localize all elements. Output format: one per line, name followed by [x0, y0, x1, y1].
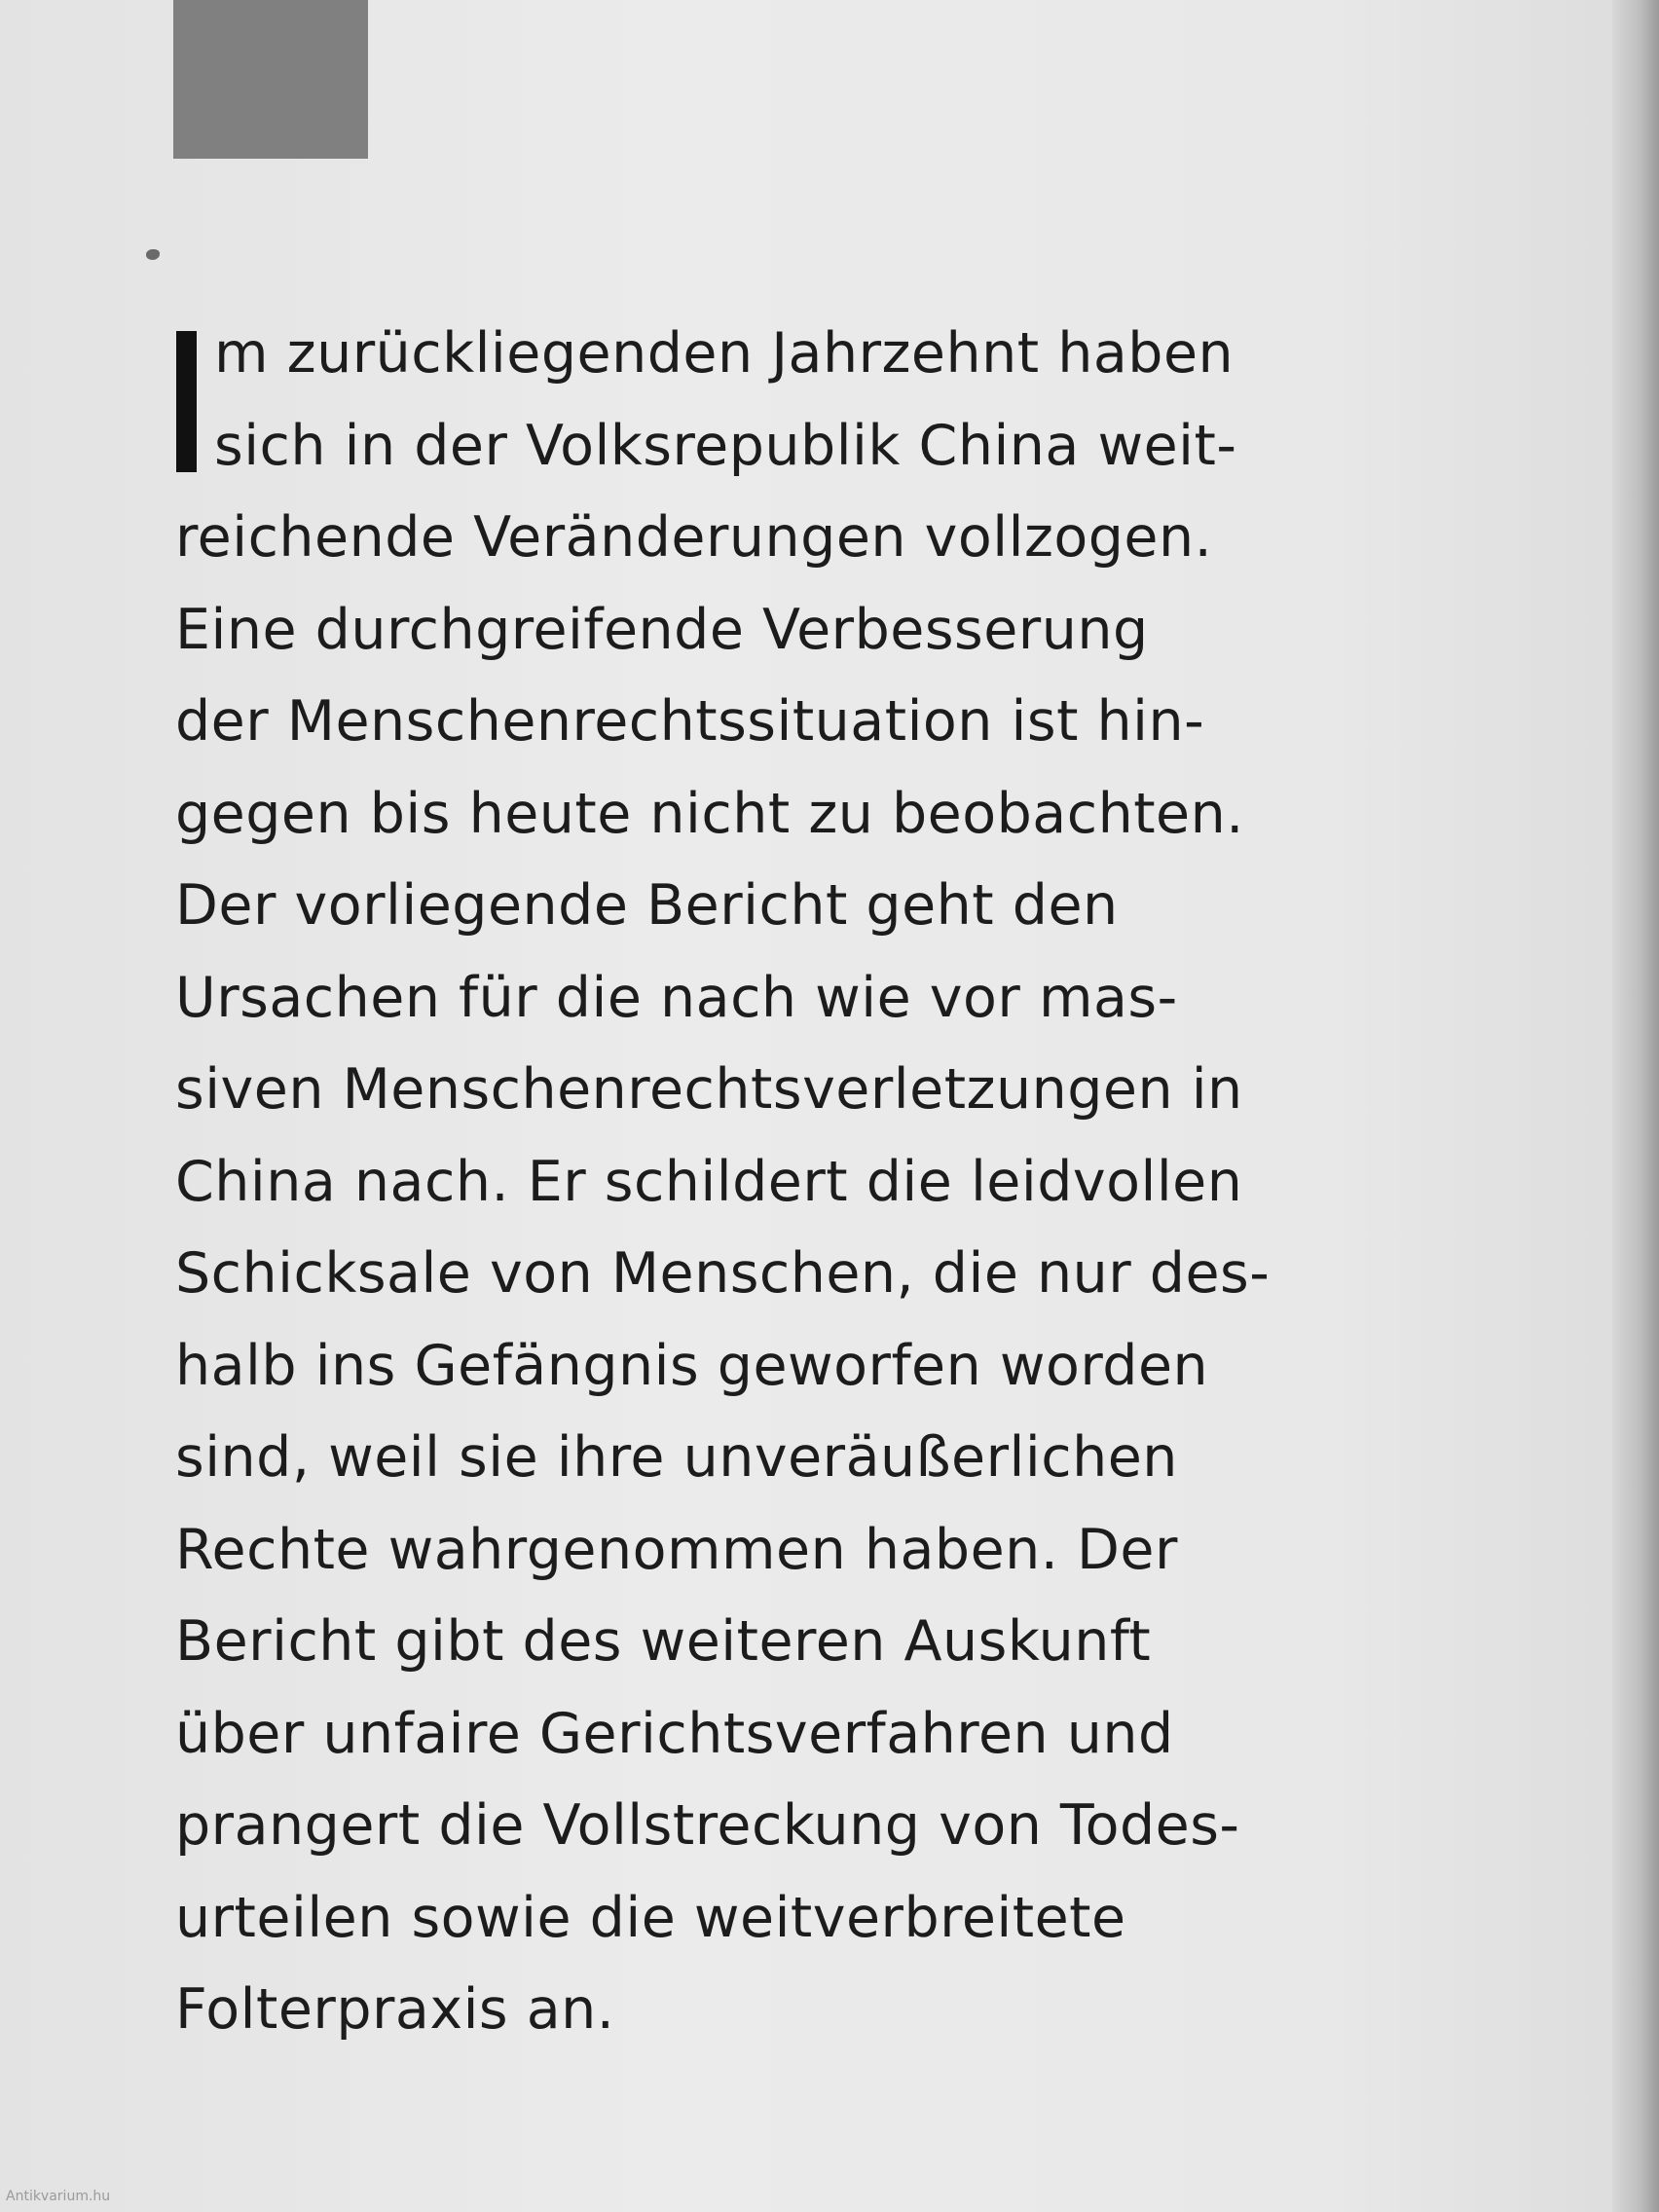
- text-line: gegen bis heute nicht zu beobachten.: [175, 781, 1244, 846]
- text-line: Folterpraxis an.: [175, 1977, 615, 2042]
- text-line: Bericht gibt des weiteren Auskunft: [175, 1609, 1152, 1674]
- text-line: sind, weil sie ihre unveräußerlichen: [175, 1425, 1178, 1490]
- text-line: über unfaire Gerichtsverfahren und: [175, 1701, 1174, 1766]
- decorative-gray-block: [173, 0, 368, 159]
- text-line: sich in der Volksrepublik China weit-: [214, 413, 1237, 478]
- text-line: reichende Veränderungen vollzogen.: [175, 505, 1213, 570]
- text-line: Schicksale von Menschen, die nur des-: [175, 1241, 1271, 1306]
- text-line: China nach. Er schildert die leidvollen: [175, 1149, 1243, 1214]
- text-line: urteilen sowie die weitverbreitete: [175, 1885, 1126, 1950]
- text-line: prangert die Vollstreckung von Todes-: [175, 1793, 1240, 1858]
- text-line: siven Menschenrechtsverletzungen in: [175, 1057, 1243, 1122]
- blurb-text: [175, 308, 1451, 2056]
- watermark: Antikvarium.hu: [6, 2189, 111, 2204]
- text-line: Rechte wahrgenommen haben. Der: [175, 1517, 1178, 1582]
- text-line: m zurückliegenden Jahrzehnt haben: [214, 321, 1235, 386]
- text-line: halb ins Gefängnis geworfen worden: [175, 1333, 1209, 1398]
- page-edge-shadow: [1612, 0, 1659, 2212]
- text-line: Der vorliegende Bericht geht den: [175, 873, 1119, 938]
- text-line: Ursachen für die nach wie vor mas-: [175, 965, 1178, 1030]
- text-line: Eine durchgreifende Verbesserung: [175, 597, 1149, 662]
- text-line: der Menschenrechtssituation ist hin-: [175, 689, 1205, 754]
